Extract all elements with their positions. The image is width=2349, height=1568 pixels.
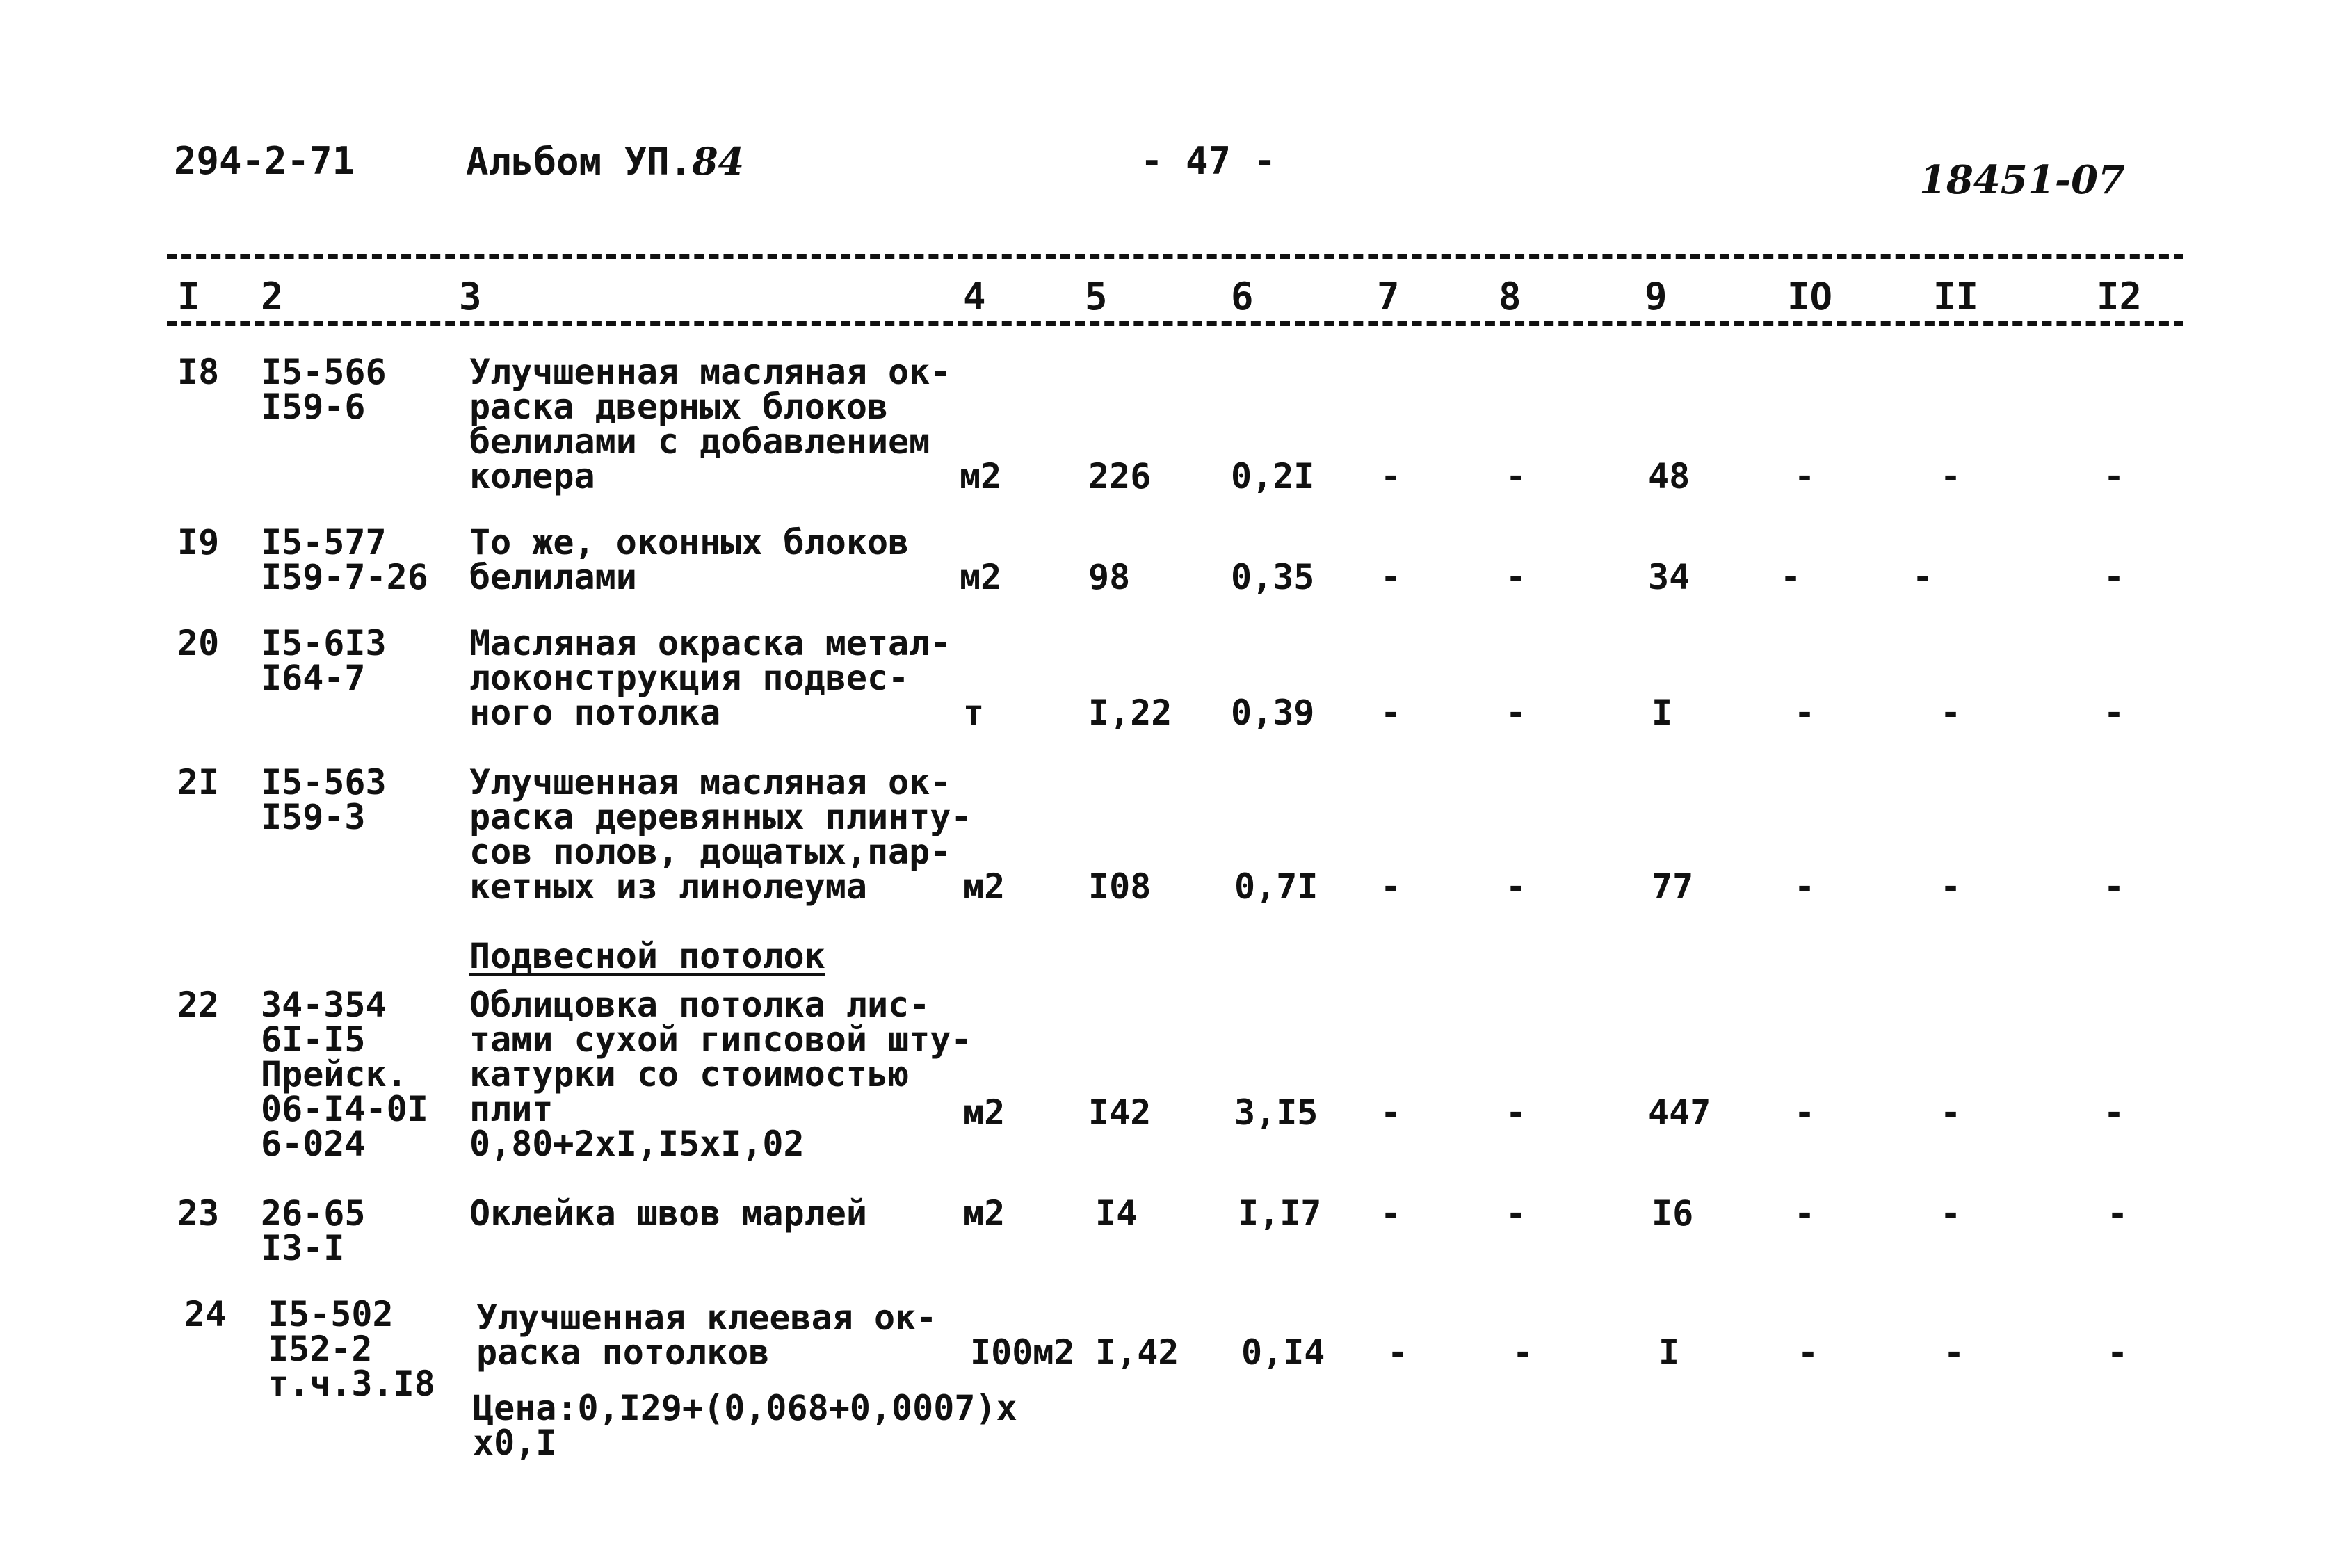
row-col11: - — [1940, 866, 1962, 907]
row-col5: 98 — [1088, 557, 1131, 597]
row-number: 20 — [177, 623, 220, 663]
document-code: 294-2-71 — [174, 139, 355, 183]
row-col10: - — [1794, 1092, 1816, 1133]
handwritten-stamp: 18451-07 — [1919, 157, 2125, 203]
row-number: 22 — [177, 985, 220, 1025]
row-code: I5-563 I59-3 — [261, 762, 387, 837]
row-unit: м2 — [963, 866, 1006, 907]
album-number: 84 — [692, 139, 745, 184]
row-number: 2I — [177, 762, 220, 802]
row-number: I9 — [177, 522, 220, 563]
row-col5: I42 — [1088, 1092, 1152, 1133]
row-col10: - — [1794, 693, 1816, 733]
row-number: I8 — [177, 352, 220, 392]
row-code: 34-354 6I-I5 Прейск. 06-I4-0I 6-024 — [261, 985, 428, 1164]
column-header: 6 — [1231, 275, 1254, 318]
row-col7: - — [1380, 557, 1402, 597]
row-col11: - — [1940, 693, 1962, 733]
row-col8: - — [1506, 557, 1527, 597]
header-rule-bottom — [167, 321, 2183, 326]
row-col10: - — [1794, 456, 1816, 496]
row-col10: - — [1794, 1193, 1816, 1234]
row-col6: 3,I5 — [1234, 1092, 1318, 1133]
row-code: 26-65 I3-I — [261, 1193, 366, 1268]
row-col5: I,22 — [1088, 693, 1172, 733]
row-col8: - — [1506, 1193, 1527, 1234]
row-code: I5-502 I52-2 т.ч.3.I8 — [268, 1294, 435, 1404]
row-code: I5-577 I59-7-26 — [261, 522, 428, 597]
row-unit: I00м2 — [970, 1332, 1075, 1373]
row-col6: 0,35 — [1231, 557, 1315, 597]
column-header: 2 — [261, 275, 284, 318]
row-col7: - — [1387, 1332, 1409, 1373]
row-description: Масляная окраска метал- локонструкция подвес- ного потолка — [469, 623, 951, 733]
row-col6: 0,2I — [1231, 456, 1315, 496]
column-header: 7 — [1377, 275, 1400, 318]
row-col11: - — [1940, 456, 1962, 496]
row-col5: I,42 — [1095, 1332, 1179, 1373]
row-col9: 77 — [1652, 866, 1694, 907]
row-description: Улучшенная масляная ок- раска деревянных плинту- сов полов, дощатых,пар- кетных из линолеума — [469, 762, 972, 907]
row-col5: 226 — [1088, 456, 1152, 496]
row-col8: - — [1506, 866, 1527, 907]
row-code: I5-566 I59-6 — [261, 352, 387, 427]
row-col6: 0,39 — [1231, 693, 1315, 733]
row-col9: 48 — [1648, 456, 1690, 496]
row-col6: 0,7I — [1234, 866, 1318, 907]
column-header: 3 — [459, 275, 482, 318]
album-label — [466, 139, 745, 184]
row-col8: - — [1512, 1332, 1534, 1373]
row-description: Улучшенная масляная ок- раска дверных блоков белилами с добавлением колера — [469, 352, 951, 496]
column-header: I — [177, 275, 200, 318]
row-col12: - — [2104, 1092, 2125, 1133]
column-header: 5 — [1085, 275, 1108, 318]
row-col10: - — [1798, 1332, 1819, 1373]
price-note: Цена:0,I29+(0,068+0,0007)x x0,I — [473, 1388, 1017, 1463]
row-col7: - — [1380, 693, 1402, 733]
row-col6: 0,I4 — [1241, 1332, 1325, 1373]
row-col12: - — [2107, 1193, 2129, 1234]
row-unit: м2 — [960, 557, 1002, 597]
row-number: 23 — [177, 1193, 220, 1234]
row-unit: м2 — [963, 1193, 1006, 1234]
row-description: Улучшенная клеевая ок- раска потолков — [476, 1298, 937, 1373]
column-header: I2 — [2097, 275, 2142, 318]
row-col11: - — [1940, 1193, 1962, 1234]
row-col6: I,I7 — [1238, 1193, 1322, 1234]
row-col11: - — [1944, 1332, 1965, 1373]
row-description: Облицовка потолка лис- тами сухой гипсовой шту- катурки со стоимостью плит 0,80+2xI,I5xI,02 — [469, 985, 972, 1164]
row-col12: - — [2107, 1332, 2129, 1373]
row-col12: - — [2104, 693, 2125, 733]
column-header: 4 — [963, 275, 986, 318]
row-col11: - — [1940, 1092, 1962, 1133]
album-prefix: Альбом УП. — [466, 140, 693, 184]
row-col12: - — [2104, 557, 2125, 597]
row-col10: - — [1794, 866, 1816, 907]
row-col10: - — [1780, 557, 1802, 597]
row-col12: - — [2104, 456, 2125, 496]
row-code: I5-6I3 I64-7 — [261, 623, 387, 698]
column-header: 9 — [1645, 275, 1668, 318]
row-col9: I — [1652, 693, 1673, 733]
row-number: 24 — [184, 1294, 227, 1334]
row-col8: - — [1506, 693, 1527, 733]
row-col9: I6 — [1652, 1193, 1694, 1234]
row-col7: - — [1380, 1092, 1402, 1133]
column-header: 8 — [1499, 275, 1521, 318]
row-col11: - — [1912, 557, 1934, 597]
row-col8: - — [1506, 1092, 1527, 1133]
column-header: II — [1933, 275, 1979, 318]
row-col12: - — [2104, 866, 2125, 907]
row-col5: I08 — [1088, 866, 1152, 907]
row-col7: - — [1380, 866, 1402, 907]
row-col7: - — [1380, 1193, 1402, 1234]
row-col9: 447 — [1648, 1092, 1711, 1133]
row-col7: - — [1380, 456, 1402, 496]
page-number: - 47 - — [1140, 139, 1277, 183]
row-col9: 34 — [1648, 557, 1690, 597]
header-rule-top — [167, 254, 2183, 259]
row-unit: м2 — [963, 1092, 1006, 1133]
row-unit: м2 — [960, 456, 1002, 496]
column-header: IO — [1787, 275, 1833, 318]
row-unit: т — [963, 693, 985, 733]
row-col8: - — [1506, 456, 1527, 496]
row-description: Оклейка швов марлей — [469, 1193, 867, 1234]
row-col9: I — [1658, 1332, 1680, 1373]
section-heading: Подвесной потолок — [469, 936, 825, 976]
row-col5: I4 — [1095, 1193, 1138, 1234]
row-description: То же, оконных блоков белилами — [469, 522, 910, 597]
